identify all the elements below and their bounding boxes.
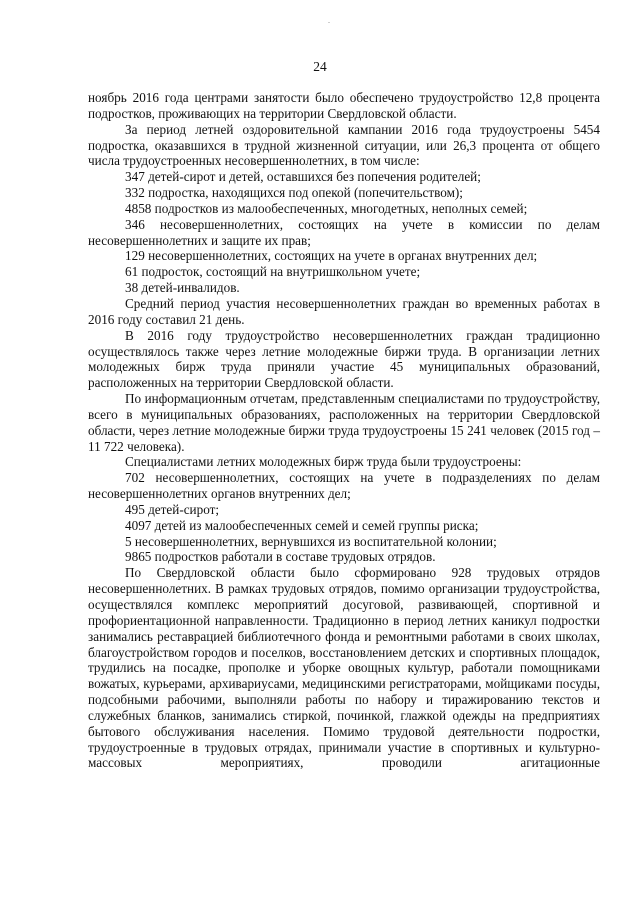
paragraph-summer-campaign: За период летней оздоровительной кампании 2016 года трудоустроены 5454 подростка, оказавшихся в трудной жизненной ситуации, или 26,3 процента от общего числа трудоустроенных несовершеннолетних, в том числе:: [88, 121, 600, 169]
page-number: 24: [313, 59, 327, 74]
list-item-colony: 5 несовершеннолетних, вернувшихся из воспитательной колонии;: [125, 533, 497, 549]
list-item-guardianship: 332 подростка, находящихся под опекой (попечительством);: [125, 185, 463, 201]
body-text: [88, 90, 600, 771]
list-item-internal-affairs: 129 несовершеннолетних, состоящих на учете в органах внутренних дел;: [125, 248, 538, 264]
list-item-disabled: 38 детей-инвалидов.: [125, 280, 240, 296]
scan-mark: [328, 22, 330, 23]
list-item-orphans-2: 495 детей-сирот;: [125, 501, 220, 517]
list-item-commission: 346 несовершеннолетних, состоящих на учете в комиссии по делам несовершеннолетних и защите их прав;: [88, 216, 600, 248]
list-item-risk-families: 4097 детей из малообеспеченных семей и семей группы риска;: [125, 517, 479, 533]
list-item-registered-minors: 702 несовершеннолетних, состоящих на учете в подразделениях по делам несовершеннолетних органов внутренних дел;: [88, 470, 600, 502]
list-item-school-register: 61 подросток, состоящий на внутришкольном учете;: [125, 264, 421, 280]
paragraph-continuation: ноябрь 2016 года центрами занятости было обеспечено трудоустройство 12,8 процента подростков, проживающих на территории Свердловской области.: [88, 90, 600, 121]
list-item-low-income: 4858 подростков из малообеспеченных, многодетных, неполных семей;: [125, 200, 528, 216]
list-item-labor-squads: 9865 подростков работали в составе трудовых отрядов.: [125, 549, 436, 565]
paragraph-reports: По информационным отчетам, представленным специалистами по трудоустройству, всего в муниципальных образованиях, расположенных на территории Свердловской области, через летние молодежные биржи труда трудоустроены 15 241 человек (2015 год – 11 722 человека).: [88, 391, 600, 454]
paragraph-labor-squads: По Свердловской области было сформировано 928 трудовых отрядов несовершеннолетних. В рамках трудовых отрядов, помимо организации трудоустройства, осуществлялся комплекс мероприятий досуговой, развивающей, спортивной и профориентационной направленности. Традиционно в период летних каникул подростки занимались реставрацией библиотечного фонда и ремонтными работами в своих школах, благоустройством городов и поселков, восстановлением детских и спортивных площадок, трудились на посадке, прополке и уборке овощных культур, работали помощниками вожатых, курьерами, архивариусами, медицинскими регистраторами, мойщиками посуды, подсобными рабочими, выполняли работы по набору и тиражированию текстов и служебных бланков, занимались стиркой, починкой, глажкой одежды на предприятиях бытового обслуживания населения. Помимо трудовой деятельности подростки, трудоустроенные в трудовых отрядах, принимали участие в спортивных и культурно-массовых мероприятиях, проводили агитационные: [88, 565, 600, 771]
list-item-orphans: 347 детей-сирот и детей, оставшихся без попечения родителей;: [125, 169, 481, 185]
paragraph-average-period: Средний период участия несовершеннолетних граждан во временных работах в 2016 году составил 21 день.: [88, 295, 600, 327]
paragraph-specialists: Специалистами летних молодежных бирж труда были трудоустроены:: [125, 454, 522, 470]
paragraph-youth-exchanges: В 2016 году трудоустройство несовершеннолетних граждан традиционно осуществлялось также через летние молодежные биржи труда. В организации летних молодежных бирж труда приняли участие 45 муниципальных образований, расположенных на территории Свердловской области.: [88, 327, 600, 391]
